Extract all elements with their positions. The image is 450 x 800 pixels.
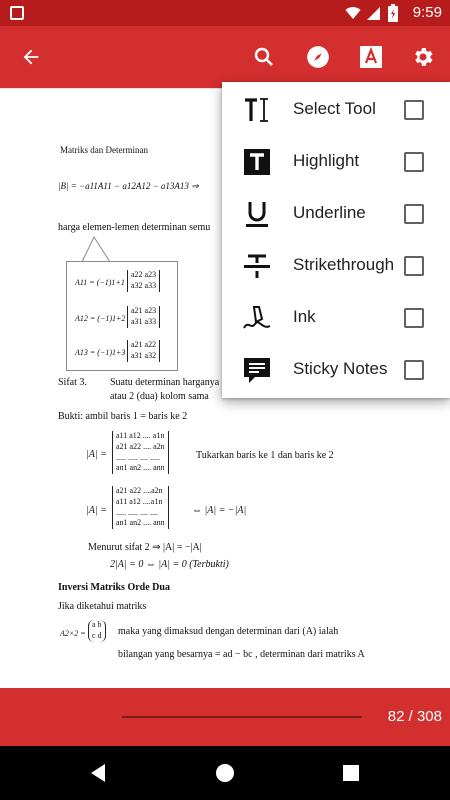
checkbox-highlight[interactable] xyxy=(404,152,424,172)
notification-icon xyxy=(10,6,24,20)
menu-item-sticky-notes[interactable] xyxy=(222,344,450,396)
cofactor-row-2: A12 = (−1)1+2 xyxy=(75,314,126,323)
nav-recents-button[interactable] xyxy=(338,760,364,786)
menu-item-strikethrough[interactable] xyxy=(222,240,450,292)
callout-pointer xyxy=(80,235,120,263)
strikethrough-icon xyxy=(242,252,272,280)
matrix2-label: |A| = xyxy=(86,505,107,516)
system-nav-bar xyxy=(0,746,450,800)
sifat-text-2: atau 2 (dua) kolom sama xyxy=(110,391,209,402)
back-button[interactable] xyxy=(12,38,50,76)
doc-heading: Matriks dan Determinan xyxy=(60,145,148,155)
a2x2-matrix xyxy=(88,620,106,642)
nav-back-button[interactable] xyxy=(85,760,111,786)
sifat-text-1: Suatu determinan harganya xyxy=(110,377,220,388)
matrix-1 xyxy=(112,431,169,474)
inversi-heading: Inversi Matriks Orde Dua xyxy=(58,582,170,593)
matrix-row: ..... ..... .... ..... xyxy=(116,452,160,462)
cofactor-matrix-1 xyxy=(127,270,160,292)
bukti-line: Bukti: ambil baris 1 = baris ke 2 xyxy=(58,411,188,422)
menu-item-highlight[interactable] xyxy=(222,136,450,188)
compass-icon xyxy=(305,44,331,70)
menu-label-sticky-notes: Sticky Notes xyxy=(293,359,388,378)
cofactor-callout xyxy=(66,261,178,371)
matrix-row: a22 a23 xyxy=(131,270,157,279)
matrix-row: a11 a12 .... a1n xyxy=(116,431,165,440)
sifat-label: Sifat 3. xyxy=(58,377,87,388)
matrix-row: ..... ..... .... .... xyxy=(116,507,158,517)
checkbox-sticky-notes[interactable] xyxy=(404,360,424,380)
status-bar xyxy=(0,0,450,26)
equiv-text: ⇔ |A| = −|A| xyxy=(192,505,247,516)
matrix-row: a31 a32 xyxy=(131,350,157,360)
matrix-row: a11 a12 ....a1n xyxy=(116,496,163,506)
search-icon xyxy=(252,45,276,69)
matrix-row: c d xyxy=(92,630,102,640)
menu-item-select-tool[interactable] xyxy=(222,84,450,136)
ink-pen-icon xyxy=(242,304,272,332)
nav-home-button[interactable] xyxy=(212,760,238,786)
a2x2-label: A2×2 = xyxy=(60,629,86,638)
cofactor-row-1: A11 = (−1)1+1 xyxy=(75,278,125,287)
text-cursor-icon xyxy=(242,96,272,124)
jika-line: Jika diketahui matriks xyxy=(58,601,147,612)
menu-label-underline: Underline xyxy=(293,203,366,222)
zero-line: 2|A| = 0 ⇔ |A| = 0 (Terbukti) xyxy=(110,559,229,570)
checkbox-strikethrough[interactable] xyxy=(404,256,424,276)
navigate-button[interactable] xyxy=(299,38,337,76)
circle-home-icon xyxy=(215,763,235,783)
menu-item-ink[interactable] xyxy=(222,292,450,344)
square-recents-icon xyxy=(342,764,360,782)
highlight-icon xyxy=(242,148,272,176)
search-button[interactable] xyxy=(245,38,283,76)
matrix1-label: |A| = xyxy=(86,449,107,460)
checkbox-ink[interactable] xyxy=(404,308,424,328)
menurut-line: Menurut sifat 2 ⇒ |A| = −|A| xyxy=(88,542,202,553)
matrix-row: a21 a23 xyxy=(131,306,157,315)
menu-label-strikethrough: Strikethrough xyxy=(293,255,395,274)
underline-icon xyxy=(242,200,272,228)
menu-label-ink: Ink xyxy=(293,307,316,326)
battery-icon xyxy=(388,4,398,22)
menu-label-highlight: Highlight xyxy=(293,151,360,170)
doc-formula-line: |B| = −a11A11 − a12A12 − a13A13 ⇒ xyxy=(58,181,199,191)
tukar-text: Tukarkan baris ke 1 dan baris ke 2 xyxy=(196,450,334,461)
settings-button[interactable] xyxy=(404,38,442,76)
matrix-row: an1 an2 .... ann xyxy=(116,518,165,528)
matrix-row: a31 a33 xyxy=(131,316,157,326)
menu-item-underline[interactable] xyxy=(222,188,450,240)
matrix-row: a21 a22 ....a2n xyxy=(116,486,163,495)
bottom-bar xyxy=(0,688,450,746)
checkbox-underline[interactable] xyxy=(404,204,424,224)
cofactor-matrix-3 xyxy=(127,340,160,362)
text-format-icon xyxy=(359,45,383,69)
app-bar xyxy=(0,26,450,88)
gear-icon xyxy=(411,45,435,69)
matrix-row: a32 a33 xyxy=(131,280,157,290)
triangle-back-icon xyxy=(89,763,107,783)
page-progress-slider[interactable] xyxy=(122,716,362,718)
matrix-row: a21 a22 .... a2n xyxy=(116,441,165,451)
bilangan-line: bilangan yang besarnya = ad − bc , determinan dari matriks A xyxy=(118,649,365,660)
signal-icon xyxy=(367,5,381,21)
matrix-row: an1 an2 .... ann xyxy=(116,463,165,473)
arrow-left-icon xyxy=(20,46,42,68)
cofactor-row-3: A13 = (−1)1+3 xyxy=(75,348,126,357)
annotation-menu xyxy=(222,82,450,398)
matrix-2 xyxy=(112,486,169,529)
page-indicator: 82 / 308 xyxy=(387,708,442,725)
cofactor-matrix-2 xyxy=(127,306,160,328)
checkbox-select-tool[interactable] xyxy=(404,100,424,120)
text-format-button[interactable] xyxy=(352,38,390,76)
sticky-note-icon xyxy=(242,356,272,384)
maka-line: maka yang dimaksud dengan determinan dari (A) ialah xyxy=(118,626,339,637)
clock: 9:59 xyxy=(412,4,442,21)
matrix-row: a21 a22 xyxy=(131,340,157,349)
menu-label-select-tool: Select Tool xyxy=(293,99,376,118)
doc-harga-line: harga elemen-lemen determinan semu xyxy=(58,222,211,233)
wifi-icon xyxy=(345,5,361,21)
matrix-row: a b xyxy=(92,620,102,629)
